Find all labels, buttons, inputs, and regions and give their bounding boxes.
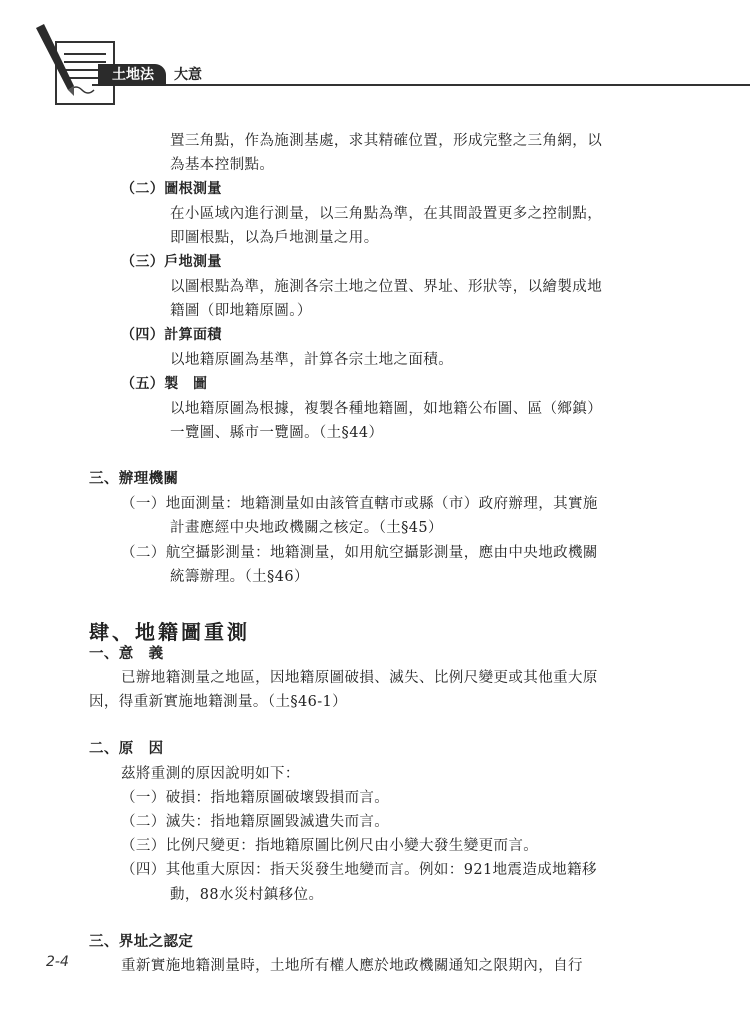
body-line: 以圖根點為準，施測各宗土地之位置、界址、形狀等，以繪製成地 [170,279,603,295]
body-line: 以地籍原圖為根據，複製各種地籍圖，如地籍公布圖、區（鄉鎮） [170,401,603,417]
body-line: （三）比例尺變更：指地籍原圖比例尺由小變大發生變更而言。 [121,838,539,854]
body-line: 因，得重新實施地籍測量。（土§46-1） [89,694,348,710]
chapter-heading: 肆、地籍圖重測 [89,620,250,644]
body-line: 一覽圖、縣市一覽圖。（土§44） [170,425,384,441]
section-heading: 一、意 義 [89,646,164,662]
subheading: （四）計算面積 [121,327,222,343]
body-line: （二）航空攝影測量：地籍測量，如用航空攝影測量，應由中央地政機關 [121,545,598,561]
body-line: 即圖根點，以為戶地測量之用。 [170,230,379,246]
book-subtitle-tab: 大意 [174,67,202,83]
book-title-tab: 土地法 [98,64,166,86]
body-line: 置三角點，作為施測基處，求其精確位置，形成完整之三角網，以 [170,133,603,149]
body-line: 在小區域內進行測量，以三角點為準，在其間設置更多之控制點， [170,206,603,222]
body-line: 已辦地籍測量之地區，因地籍原圖破損、滅失、比例尺變更或其他重大原 [121,670,598,686]
body-line: 茲將重測的原因說明如下： [121,766,300,782]
body-line: 統籌辦理。（土§46） [170,569,309,585]
subheading: （二）圖根測量 [121,181,222,197]
page-header [0,0,750,110]
page-number: 2-4 [46,954,69,970]
subheading: （五）製 圖 [121,376,208,392]
subheading: （三）戶地測量 [121,254,222,270]
section-heading: 三、辦理機關 [89,471,179,487]
body-line: 重新實施地籍測量時，土地所有權人應於地政機關通知之限期內，自行 [121,958,583,974]
body-line: （二）滅失：指地籍原圖毀滅遺失而言。 [121,814,390,830]
body-line: 籍圖（即地籍原圖。） [170,303,312,319]
body-line: 為基本控制點。 [170,157,275,173]
body-line: 動，88水災村鎮移位。 [170,887,324,903]
section-heading: 三、界址之認定 [89,934,194,950]
body-line: （四）其他重大原因：指天災發生地變而言。例如：921地震造成地籍移 [121,862,597,878]
body-line: 計畫應經中央地政機關之核定。（土§45） [170,520,443,536]
body-line: 以地籍原圖為基準，計算各宗土地之面積。 [170,352,454,368]
body-line: （一）破損：指地籍原圖破壞毀損而言。 [121,790,390,806]
body-line: （一）地面測量：地籍測量如由該管直轄市或縣（市）政府辦理，其實施 [121,496,598,512]
section-heading: 二、原 因 [89,741,164,757]
